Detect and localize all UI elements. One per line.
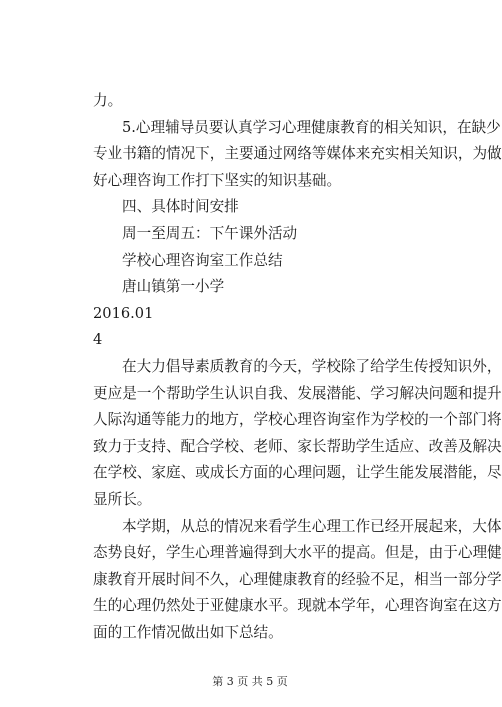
page-footer: 第 3 页 共 5 页 (212, 675, 288, 688)
text-line-11: 在大力倡导素质教育的今天，学校除了给学生传授知识外， (122, 357, 502, 375)
document-body (93, 88, 502, 646)
text-line-3: 专业书籍的情况下，主要通过网络等媒体来充实相关知识，为做 (93, 145, 502, 163)
text-line-4: 好心理咨询工作打下坚实的知识基础。 (93, 171, 342, 189)
text-line-16: 显所长。 (93, 490, 152, 508)
document-date: 2016.01 (93, 304, 154, 322)
text-line-20: 生的心理仍然处于亚健康水平。现就本学年，心理咨询室在这方 (93, 597, 502, 615)
document-title: 学校心理咨询室工作总结 (122, 251, 283, 269)
text-line-18: 态势良好，学生心理普遍得到大水平的提高。但是，由于心理健 (93, 544, 502, 562)
text-line-12: 更应是一个帮助学生认识自我、发展潜能、学习解决问题和提升 (93, 384, 502, 402)
schedule-line: 周一至周五：下午课外活动 (122, 224, 298, 242)
text-line-19: 康教育开展时间不久，心理健康教育的经验不足，相当一部分学 (93, 570, 502, 588)
school-name: 唐山镇第一小学 (122, 278, 225, 296)
text-line-15: 在学校、家庭、或成长方面的心理问题，让学生能发展潜能，尽 (93, 464, 502, 482)
text-line-17: 本学期，从总的情况来看学生心理工作已经开展起来，大体 (122, 517, 502, 535)
text-line-13: 人际沟通等能力的地方，学校心理咨询室作为学校的一个部门将 (93, 411, 502, 429)
text-line-14: 致力于支持、配合学校、老师、家长帮助学生适应、改善及解决 (93, 437, 502, 455)
section-number: 4 (93, 331, 103, 349)
section-heading: 四、具体时间安排 (122, 198, 239, 216)
text-line-1: 力。 (93, 92, 123, 109)
text-line-2: 5.心理辅导员要认真学习心理健康教育的相关知识，在缺少 (122, 118, 501, 136)
text-line-21: 面的工作情况做出如下总结。 (93, 623, 283, 641)
